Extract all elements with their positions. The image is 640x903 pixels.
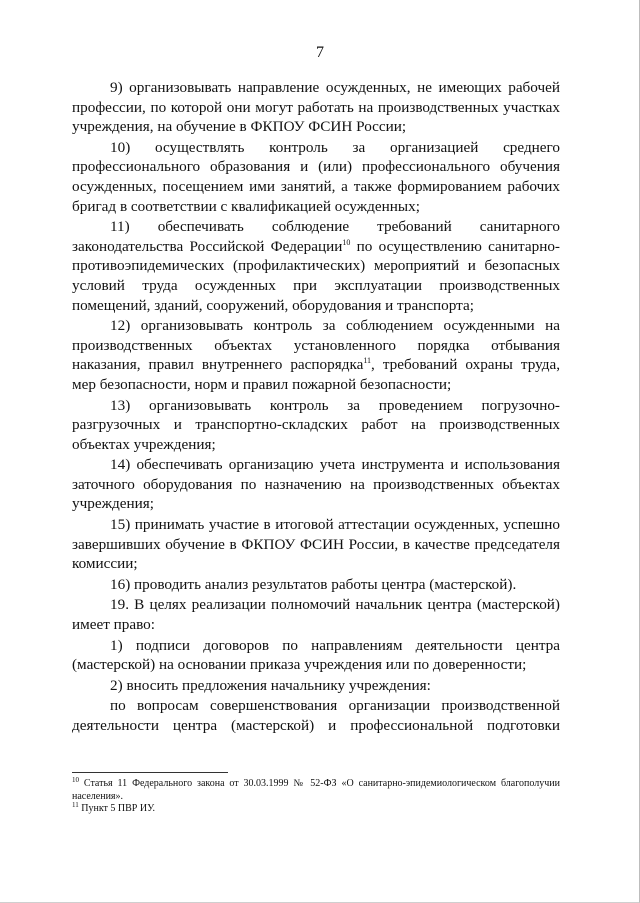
footnote-mark: 10 bbox=[72, 776, 79, 784]
paragraph-right-2-continued: по вопросам совершенствования организации производственной деятельности центра (мастерской) и профессиональной подготовки bbox=[72, 697, 560, 734]
footnote-ref-10: 10 bbox=[342, 237, 351, 247]
paragraph-item-14: 14) обеспечивать организацию учета инструмента и использования заточного оборудования по назначению на производственных объектах учреждения; bbox=[72, 456, 560, 513]
paragraph-item-15: 15) принимать участие в итоговой аттестации осужденных, успешно завершивших обучение в ФКПОУ ФСИН России, в качестве председателя комиссии; bbox=[72, 516, 560, 573]
footnote-11 bbox=[72, 803, 560, 816]
paragraph-item-11-part-1: 11) обеспечивать соблюдение требований санитарного законодательства Российской Федерации bbox=[72, 218, 560, 255]
paragraph-item-16: 16) проводить анализ результатов работы центра (мастерской). bbox=[110, 575, 517, 593]
paragraph-right-1: 1) подписи договоров по направлениям деятельности центра (мастерской) на основании приказа учреждения или по доверенности; bbox=[72, 636, 560, 674]
paragraph-item-13: 13) организовывать контроль за проведением погрузочно-разгрузочных и транспортно-складских работ на производственных объектах учреждения; bbox=[72, 396, 560, 453]
footnotes bbox=[72, 778, 560, 816]
page-number: 7 bbox=[316, 44, 324, 61]
paragraph-right-2: 2) вносить предложения начальнику учреждения: bbox=[110, 676, 431, 694]
footnote-mark: 11 bbox=[72, 801, 79, 809]
paragraph-item-12-part-2: , требований охраны труда, мер безопасности, норм и правил пожарной безопасности; bbox=[72, 356, 560, 393]
footnote-text: Статья 11 Федерального закона от 30.03.1999 № 52-ФЗ «О санитарно-эпидемиологическом благополучии населения». bbox=[72, 778, 560, 802]
footnote-text: Пункт 5 ПВР ИУ. bbox=[78, 803, 156, 814]
paragraph-item-10: 10) осуществлять контроль за организацией среднего профессионального образования и (или) профессионального обучения осужденных, посещением ими занятий, а также формированием рабочих бригад в соответствии с квалификацией осужденных; bbox=[72, 138, 560, 215]
paragraph-item-11 bbox=[72, 217, 560, 315]
footnote-divider bbox=[72, 772, 228, 773]
paragraph-clause-19: 19. В целях реализации полномочий начальник центра (мастерской) имеет право: bbox=[72, 596, 560, 634]
footnote-ref-11: 11 bbox=[363, 356, 372, 366]
footnote-10 bbox=[72, 778, 560, 803]
paragraph-item-12-part-1: 12) организовывать контроль за соблюдением осужденными на производственных объектах установленного порядка отбывания наказания, правил внутреннего распорядка bbox=[72, 317, 560, 374]
document-body bbox=[72, 78, 560, 737]
paragraph-item-11-part-2: по осуществлению санитарно-противоэпидемических (профилактических) мероприятий и безопасных условий труда осужденных при эксплуатации производственных помещений, зданий, сооружений, оборудования и транспорта; bbox=[72, 237, 560, 314]
paragraph-item-9: 9) организовывать направление осужденных, не имеющих рабочей профессии, по которой они могут работать на производственных участках учреждения, на обучение в ФКПОУ ФСИН России; bbox=[72, 79, 560, 136]
paragraph-item-12 bbox=[72, 316, 560, 394]
